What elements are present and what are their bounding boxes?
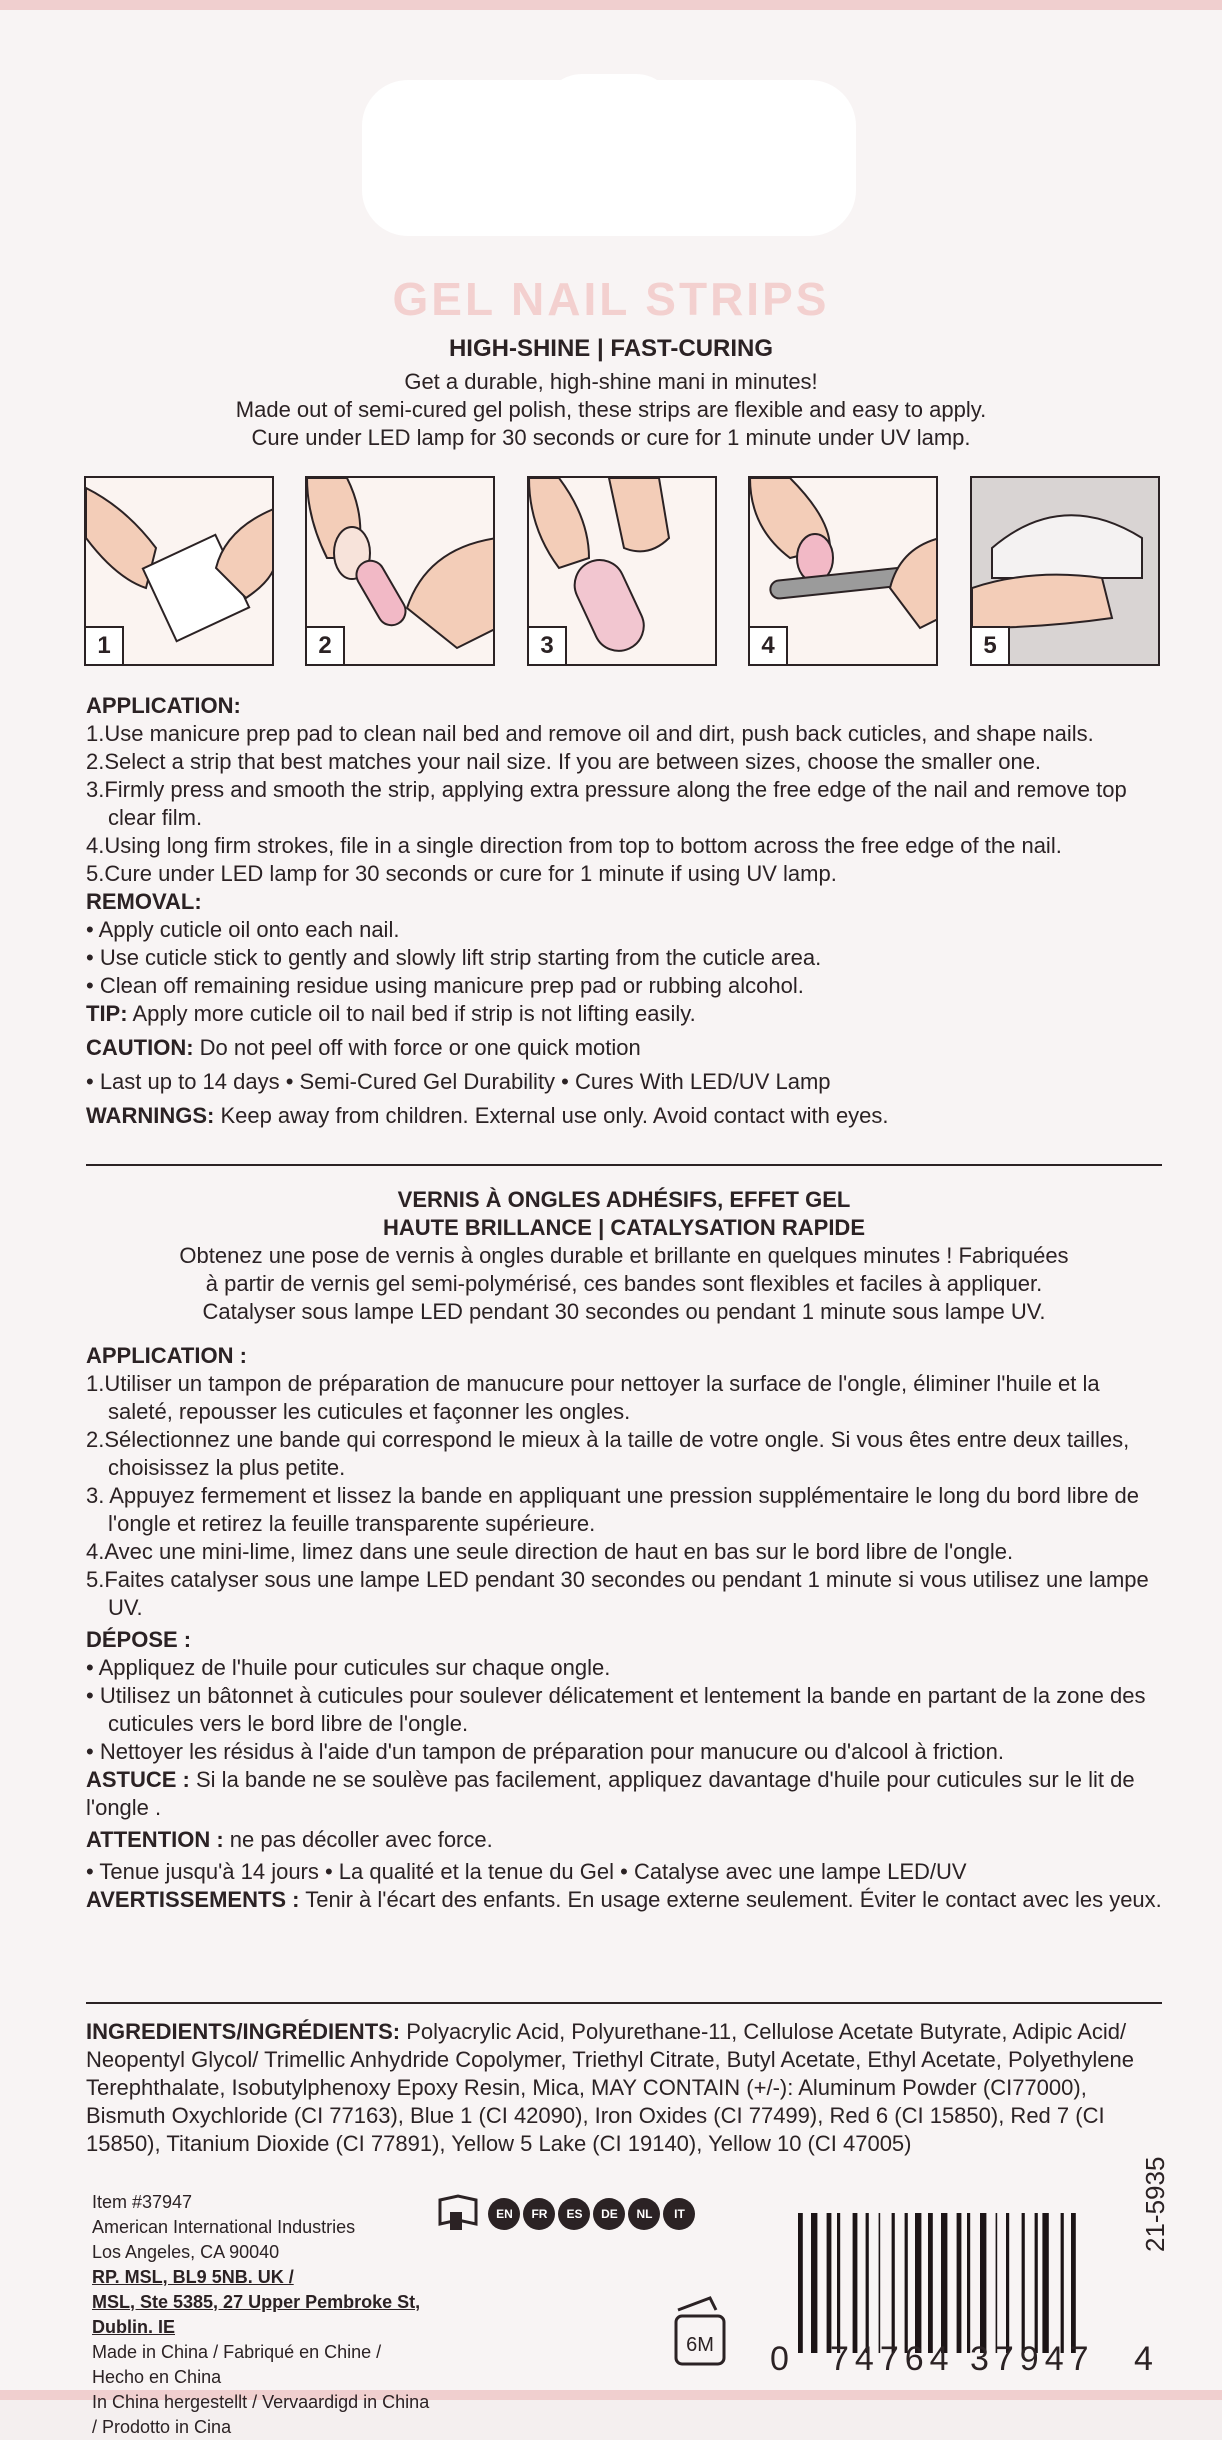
french-header: [86, 1186, 1162, 1326]
step-number: 4: [750, 626, 788, 664]
step-2-illustration: [305, 476, 495, 666]
barcode-bar: [941, 2213, 947, 2353]
removal-step: • Clean off remaining residue using manicure prep pad or rubbing alcohol.: [86, 973, 804, 998]
barcode-bar: [957, 2213, 962, 2353]
caution-text: Do not peel off with force or one quick motion: [193, 1035, 641, 1060]
language-badge: DE: [593, 2198, 625, 2230]
removal-step: • Use cuticle stick to gently and slowly lift strip starting from the cuticle area.: [86, 945, 822, 970]
step-5-illustration: [970, 476, 1160, 666]
features-line-fr: • Tenue jusqu'à 14 jours • La qualité et la tenue du Gel • Catalyse avec une lampe LED/UV: [86, 1859, 967, 1884]
barcode-bar: [827, 2213, 832, 2353]
step-3-illustration: [527, 476, 717, 666]
french-title: VERNIS À ONGLES ADHÉSIFS, EFFET GEL: [397, 1187, 851, 1212]
barcode-bar: [905, 2213, 908, 2353]
item-number: Item #37947: [92, 2192, 193, 2212]
application-heading: APPLICATION:: [86, 693, 241, 718]
barcode-number: 74764 37947: [830, 2340, 1095, 2378]
application-step-fr: 2.Sélectionnez une bande qui correspond le mieux à la taille de votre ongle. Si vous êtes entre deux tailles, choisissez la plus petite.: [86, 1427, 1130, 1480]
removal-step-fr: • Nettoyer les résidus à l'aide d'un tampon de préparation pour manucure ou d'alcool à friction.: [86, 1739, 1004, 1764]
side-code: 21-5935: [1140, 2156, 1170, 2252]
ingredients-text: Polyacrylic Acid, Polyurethane-11, Cellulose Acetate Butyrate, Adipic Acid/ Neopentyl Glycol/ Trimellic Anhydride Copolymer, Triethyl Citrate, Butyl Acetate, Ethyl Acetate, Polyethylene Terephthalate, Isobutylphenoxy Epoxy Resin, Mica, MAY CONTAIN (+/-): Aluminum Powder (CI77000), Bismuth Oxychloride (CI 77163), Blue 1 (CI 42090), Iron Oxides (CI 77499), Red 6 (CI 15850), Red 7 (CI 15850), Titanium Dioxide (CI 77891), Yellow 5 Lake (CI 19140), Yellow 10 (CI 47005): [86, 2019, 1134, 2156]
application-step: 5.Cure under LED lamp for 30 seconds or cure for 1 minute if using UV lamp.: [86, 861, 837, 886]
french-instructions: [86, 1342, 1162, 1914]
barcode-bar: [866, 2213, 869, 2353]
application-step-fr: 5.Faites catalyser sous une lampe LED pendant 30 secondes ou pendant 1 minute si vous utilisez une lampe UV.: [86, 1567, 1149, 1620]
removal-heading-fr: DÉPOSE :: [86, 1627, 192, 1652]
removal-heading: REMOVAL:: [86, 889, 202, 914]
product-title: GEL NAIL STRIPS: [392, 273, 830, 325]
application-step: 1.Use manicure prep pad to clean nail bed and remove oil and dirt, push back cuticles, and shape nails.: [86, 721, 1094, 746]
hang-hole: [362, 80, 856, 236]
responsible-person-ie: MSL, Ste 5385, 27 Upper Pembroke St, Dublin. IE: [92, 2292, 421, 2337]
removal-step: • Apply cuticle oil onto each nail.: [86, 917, 400, 942]
removal-step-fr: • Utilisez un bâtonnet à cuticules pour soulever délicatement et lentement la bande en partant de la zone des cuticules vers le bord libre de l'ongle.: [86, 1683, 1146, 1736]
company-city: Los Angeles, CA 90040: [92, 2242, 280, 2262]
pao-label: 6M: [686, 2334, 714, 2356]
barcode-bar: [928, 2213, 933, 2353]
french-intro-line: Catalyser sous lampe LED pendant 30 secondes ou pendant 1 minute sous lampe UV.: [202, 1299, 1046, 1324]
application-step: 4.Using long firm strokes, file in a single direction from top to bottom across the free edge of the nail.: [86, 833, 1062, 858]
features-line: • Last up to 14 days • Semi-Cured Gel Durability • Cures With LED/UV Lamp: [86, 1069, 831, 1094]
step-number: 2: [307, 626, 345, 664]
application-step: 2.Select a strip that best matches your nail size. If you are between sizes, choose the smaller one.: [86, 749, 1042, 774]
step-4-illustration: [748, 476, 938, 666]
warnings-text-fr: Tenir à l'écart des enfants. En usage externe seulement. Éviter le contact avec les yeux.: [299, 1887, 1162, 1912]
tip-label-fr: ASTUCE :: [86, 1767, 190, 1792]
application-step-fr: 3. Appuyez fermement et lissez la bande en appliquant une pression supplémentaire le long du bord libre de l'ongle et retirez la feuille transparente supérieure.: [86, 1483, 1140, 1536]
language-badge: IT: [663, 2198, 695, 2230]
made-in-line: In China hergestellt / Vervaardigd in China / Prodotto in Cina: [92, 2392, 430, 2437]
warnings-text: Keep away from children. External use only. Avoid contact with eyes.: [214, 1103, 889, 1128]
language-badge: NL: [628, 2198, 660, 2230]
barcode-bar: [879, 2213, 881, 2353]
barcode-bar: [1042, 2213, 1048, 2353]
warnings-label-fr: AVERTISSEMENTS :: [86, 1887, 300, 1912]
step-number: 1: [86, 626, 124, 664]
barcode-bar: [1035, 2213, 1038, 2353]
french-subtitle: HAUTE BRILLANCE | CATALYSATION RAPIDE: [382, 1215, 865, 1240]
barcode-bar: [915, 2213, 921, 2353]
language-badge: FR: [523, 2198, 555, 2230]
tip-label: TIP:: [86, 1001, 128, 1026]
caution-label-fr: ATTENTION :: [86, 1827, 224, 1852]
barcode-digit: 0: [770, 2340, 795, 2378]
product-subtitle: HIGH-SHINE | FAST-CURING: [448, 335, 774, 362]
barcode-bar: [853, 2213, 858, 2353]
french-intro-line: Obtenez une pose de vernis à ongles durable et brillante en quelques minutes ! Fabriquées: [179, 1243, 1069, 1268]
barcode-bar: [892, 2213, 895, 2353]
barcode-bar: [837, 2213, 840, 2353]
barcode-bar: [1061, 2213, 1064, 2353]
made-in-line: Made in China / Fabriqué en Chine / Hecho en China: [92, 2342, 382, 2387]
application-step-fr: 4.Avec une mini-lime, limez dans une seule direction de haut en bas sur le bord libre de l'ongle.: [86, 1539, 1014, 1564]
period-after-opening-icon: [670, 2296, 730, 2370]
application-heading-fr: APPLICATION :: [86, 1343, 247, 1368]
removal-step-fr: • Appliquez de l'huile pour cuticules sur chaque ongle.: [86, 1655, 611, 1680]
step-number: 5: [972, 626, 1010, 664]
tip-text-fr: Si la bande ne se soulève pas facilement, appliquez davantage d'huile pour cuticules sur le lit de l'ongle .: [86, 1767, 1135, 1820]
english-instructions: [86, 692, 1162, 1130]
language-badge: ES: [558, 2198, 590, 2230]
step-1-illustration: [84, 476, 274, 666]
application-step-fr: 1.Utiliser un tampon de préparation de manucure pour nettoyer la surface de l'ongle, éliminer l'huile et la saleté, repousser les cuticules et façonner les ongles.: [86, 1371, 1100, 1424]
barcode-bar: [1006, 2213, 1009, 2353]
ingredients-block: [86, 2018, 1162, 2158]
barcode-bar: [980, 2213, 986, 2353]
language-badge: EN: [488, 2198, 520, 2230]
read-instructions-icon: [436, 2194, 480, 2234]
step-number: 3: [529, 626, 567, 664]
intro-line: Cure under LED lamp for 30 seconds or cure for 1 minute under UV lamp.: [251, 425, 971, 450]
tip-text: Apply more cuticle oil to nail bed if strip is not lifting easily.: [127, 1001, 696, 1026]
company-info: [92, 2190, 432, 2440]
warnings-label: WARNINGS:: [86, 1103, 215, 1128]
barcode-bar: [811, 2213, 817, 2353]
ingredients-label: INGREDIENTS/INGRÉDIENTS:: [86, 2019, 401, 2044]
intro-line: Made out of semi-cured gel polish, these strips are flexible and easy to apply.: [235, 397, 987, 422]
responsible-person-uk: RP. MSL, BL9 5NB. UK /: [92, 2267, 294, 2287]
barcode-bar: [1022, 2213, 1025, 2353]
company-name: American International Industries: [92, 2217, 356, 2237]
barcode-bar: [996, 2213, 998, 2353]
divider: [86, 2002, 1162, 2004]
application-steps: [84, 476, 1160, 668]
caution-text-fr: ne pas décoller avec force.: [223, 1827, 493, 1852]
language-badges: [436, 2194, 736, 2244]
barcode-digit: 4: [1134, 2340, 1159, 2378]
barcode-bar: [1071, 2213, 1076, 2353]
divider: [86, 1164, 1162, 1166]
caution-label: CAUTION:: [86, 1035, 194, 1060]
french-intro-line: à partir de vernis gel semi-polymérisé, ces bandes sont flexibles et faciles à appliquer.: [205, 1271, 1043, 1296]
barcode-bar: [798, 2213, 803, 2353]
application-step: 3.Firmly press and smooth the strip, applying extra pressure along the free edge of the nail and remove top clear film.: [86, 777, 1127, 830]
barcode-bar: [967, 2213, 970, 2353]
intro-line: Get a durable, high-shine mani in minutes!: [404, 369, 818, 394]
product-intro: [0, 368, 1222, 452]
